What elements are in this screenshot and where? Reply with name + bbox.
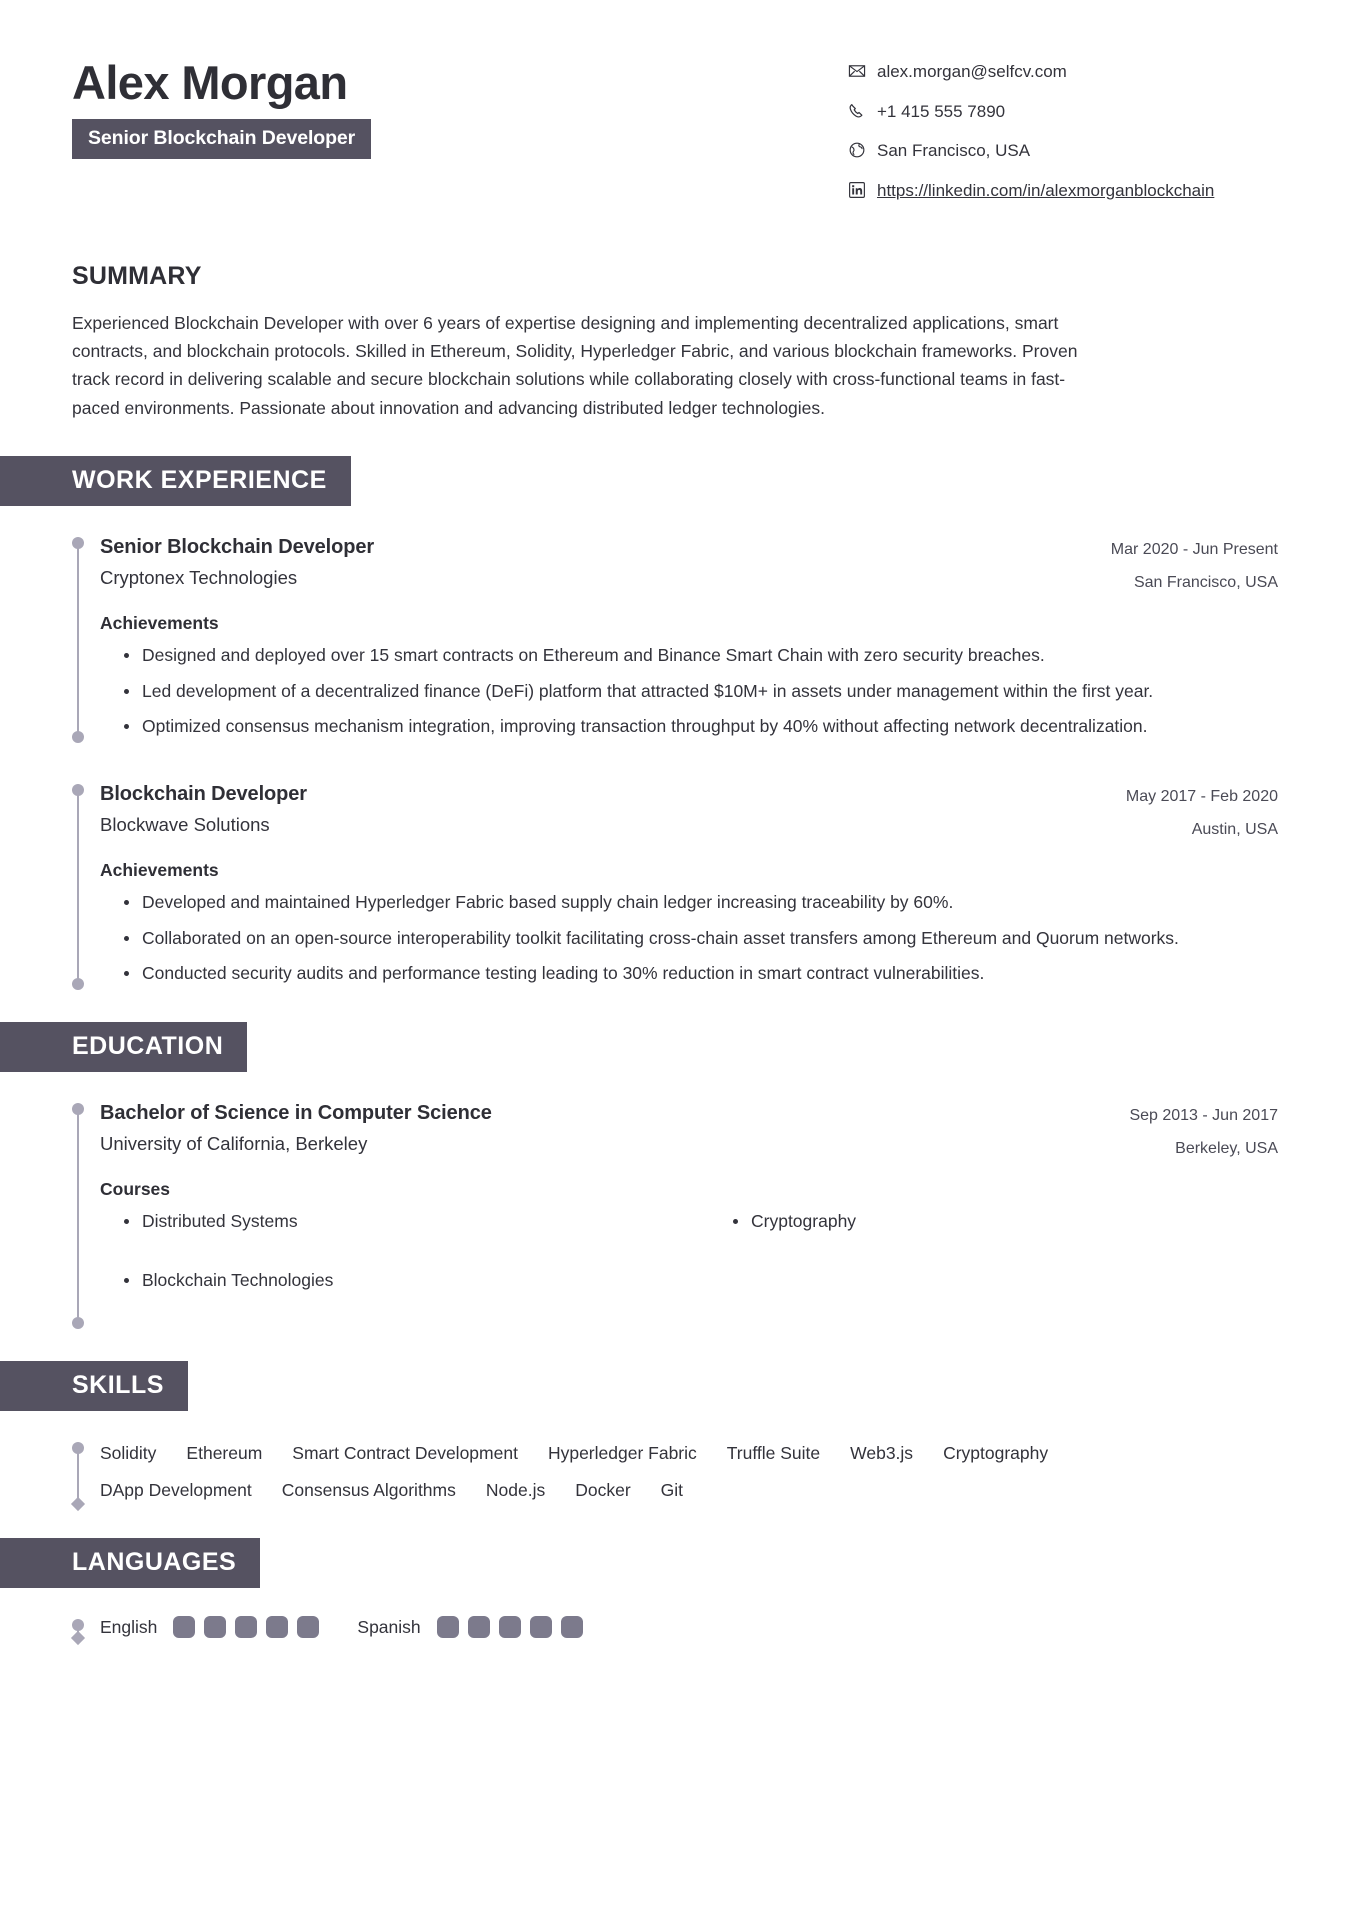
contact-row[interactable] [848, 179, 1278, 204]
work-timeline-rail [77, 790, 79, 984]
courses-grid [100, 1208, 1278, 1327]
skill-item: Hyperledger Fabric [547, 1443, 697, 1464]
contact-details [848, 52, 1278, 204]
entry-header [100, 781, 1278, 842]
language-list [100, 1616, 1278, 1638]
education-timeline-dot-bottom [72, 1317, 84, 1329]
bullet-list [100, 889, 1278, 988]
entry-location: Austin, USA [1191, 820, 1278, 838]
course-item: Cryptography [749, 1208, 1278, 1236]
language-rating-square [437, 1616, 459, 1638]
course-item: Distributed Systems [140, 1208, 669, 1236]
education-entries [72, 1100, 1278, 1327]
skill-list [100, 1439, 1090, 1504]
entry-sub-label: Achievements [100, 859, 219, 880]
entry-right [1111, 534, 1278, 595]
entry-left [100, 1100, 1105, 1157]
bullet-item: Conducted security audits and performance testing leading to 30% reduction in smart contract vulnerabilities. [140, 960, 1278, 988]
contact-value: +1 415 555 7890 [877, 101, 1006, 121]
skills-body [72, 1439, 1278, 1504]
entry-header [100, 534, 1278, 595]
language-rating-square [297, 1616, 319, 1638]
identity-block [72, 52, 371, 159]
entry-organization: Cryptonex Technologies [100, 566, 298, 588]
work-entry [72, 781, 1278, 988]
contact-link[interactable]: https://linkedin.com/in/alexmorganblockchain [877, 180, 1215, 200]
bullet-item: Optimized consensus mechanism integration, improving transaction throughput by 40% without affecting network decentralization. [140, 713, 1278, 741]
skill-item: Solidity [100, 1443, 157, 1464]
education-entry [72, 1100, 1278, 1327]
entry-left [100, 534, 1087, 591]
skills-timeline-diamond [71, 1497, 85, 1511]
skill-item: Web3.js [850, 1443, 914, 1464]
languages-timeline-diamond [71, 1631, 85, 1645]
contact-row [848, 60, 1278, 85]
work-timeline-dot-bottom [72, 731, 84, 743]
language-name: Spanish [357, 1616, 421, 1637]
contact-value: alex.morgan@selfcv.com [877, 62, 1067, 81]
education-heading: EDUCATION [0, 1022, 247, 1072]
summary-text: Experienced Blockchain Developer with over 6 years of expertise designing and implementing decentralized applications, smart contracts, and blockchain protocols. Skilled in Ethereum, Solidity, Hyperledger Fabric, and various blockchain frameworks. Proven track record in delivering scalable and secure blockchain solutions while collaborating closely with cross-functional teams in fast-paced environments. Passionate about innovation and advancing distributed ledger technologies. [72, 312, 1078, 418]
language-rating [173, 1616, 319, 1638]
languages-section [72, 1538, 1278, 1638]
skill-item: Ethereum [186, 1443, 263, 1464]
entry-dates: May 2017 - Feb 2020 [1125, 787, 1278, 805]
language-rating-square [530, 1616, 552, 1638]
skills-timeline-rail [77, 1448, 79, 1500]
candidate-name: Alex Morgan [72, 56, 348, 109]
skills-section [72, 1361, 1278, 1504]
work-experience-section [72, 456, 1278, 988]
skill-item: Git [660, 1480, 684, 1501]
education-timeline-dot-top [72, 1103, 84, 1115]
skill-item: Consensus Algorithms [281, 1480, 456, 1501]
linkedin-icon [848, 181, 866, 199]
course-item: Blockchain Technologies [140, 1267, 669, 1295]
entry-dates: Mar 2020 - Jun Present [1110, 540, 1278, 558]
language-rating-square [561, 1616, 583, 1638]
candidate-job-title: Senior Blockchain Developer [72, 119, 371, 159]
contact-row [848, 139, 1278, 164]
entry-left [100, 781, 1102, 838]
globe-pin-icon [848, 141, 866, 159]
skills-timeline-dot-top [72, 1442, 84, 1454]
entry-role: Bachelor of Science in Computer Science [100, 1101, 492, 1124]
language-rating-square [173, 1616, 195, 1638]
entry-location: San Francisco, USA [1133, 573, 1278, 591]
contact-row [848, 100, 1278, 125]
entry-dates: Sep 2013 - Jun 2017 [1129, 1106, 1278, 1124]
summary-section [72, 262, 1278, 422]
skills-heading: SKILLS [0, 1361, 188, 1411]
languages-heading: LANGUAGES [0, 1538, 260, 1588]
education-section [72, 1022, 1278, 1327]
work-timeline-dot-top [72, 784, 84, 796]
bullet-list [100, 642, 1278, 741]
work-timeline-dot-top [72, 537, 84, 549]
skill-item: Cryptography [943, 1443, 1049, 1464]
envelope-icon [848, 62, 866, 80]
language-rating [437, 1616, 583, 1638]
bullet-item: Led development of a decentralized finance (DeFi) platform that attracted $10M+ in assets under management within the first year. [140, 678, 1278, 706]
skill-item: Smart Contract Development [292, 1443, 518, 1464]
language-rating-square [499, 1616, 521, 1638]
entry-right [1126, 781, 1278, 842]
phone-icon [848, 102, 866, 120]
entry-sub-label: Courses [100, 1178, 171, 1199]
entry-role: Senior Blockchain Developer [100, 535, 375, 558]
languages-timeline-dot-top [72, 1619, 84, 1631]
entry-organization: Blockwave Solutions [100, 813, 270, 835]
course-column [100, 1208, 669, 1327]
contact-value: San Francisco, USA [877, 141, 1031, 161]
entry-right [1129, 1100, 1278, 1161]
entry-sub-label: Achievements [100, 612, 219, 633]
work-experience-entries [72, 534, 1278, 988]
work-timeline-dot-bottom [72, 978, 84, 990]
language-rating-square [204, 1616, 226, 1638]
entry-organization: University of California, Berkeley [100, 1132, 368, 1154]
language-rating-square [266, 1616, 288, 1638]
skill-item: Docker [575, 1480, 631, 1501]
work-entry [72, 534, 1278, 741]
bullet-item: Developed and maintained Hyperledger Fabric based supply chain ledger increasing traceability by 60%. [140, 889, 1278, 917]
language-rating-square [468, 1616, 490, 1638]
entry-location: Berkeley, USA [1175, 1139, 1278, 1157]
language-rating-square [235, 1616, 257, 1638]
bullet-item: Designed and deployed over 15 smart contracts on Ethereum and Binance Smart Chain with zero security breaches. [140, 642, 1278, 670]
work-timeline-rail [77, 543, 79, 737]
entry-role: Blockchain Developer [100, 782, 307, 805]
entry-header [100, 1100, 1278, 1161]
language-name: English [100, 1616, 158, 1637]
skill-item: Truffle Suite [726, 1443, 821, 1464]
work-experience-heading: WORK EXPERIENCE [0, 456, 351, 506]
language-item [100, 1616, 319, 1638]
resume-header [72, 52, 1278, 204]
skill-item: Node.js [485, 1480, 546, 1501]
skill-item: DApp Development [100, 1480, 252, 1501]
languages-body [72, 1616, 1278, 1638]
education-timeline-rail [77, 1109, 79, 1323]
course-column [709, 1208, 1278, 1327]
bullet-item: Collaborated on an open-source interoperability toolkit facilitating cross-chain asset transfers among Ethereum and Quorum networks. [140, 925, 1278, 953]
language-item [357, 1616, 582, 1638]
summary-heading: SUMMARY [72, 261, 202, 290]
